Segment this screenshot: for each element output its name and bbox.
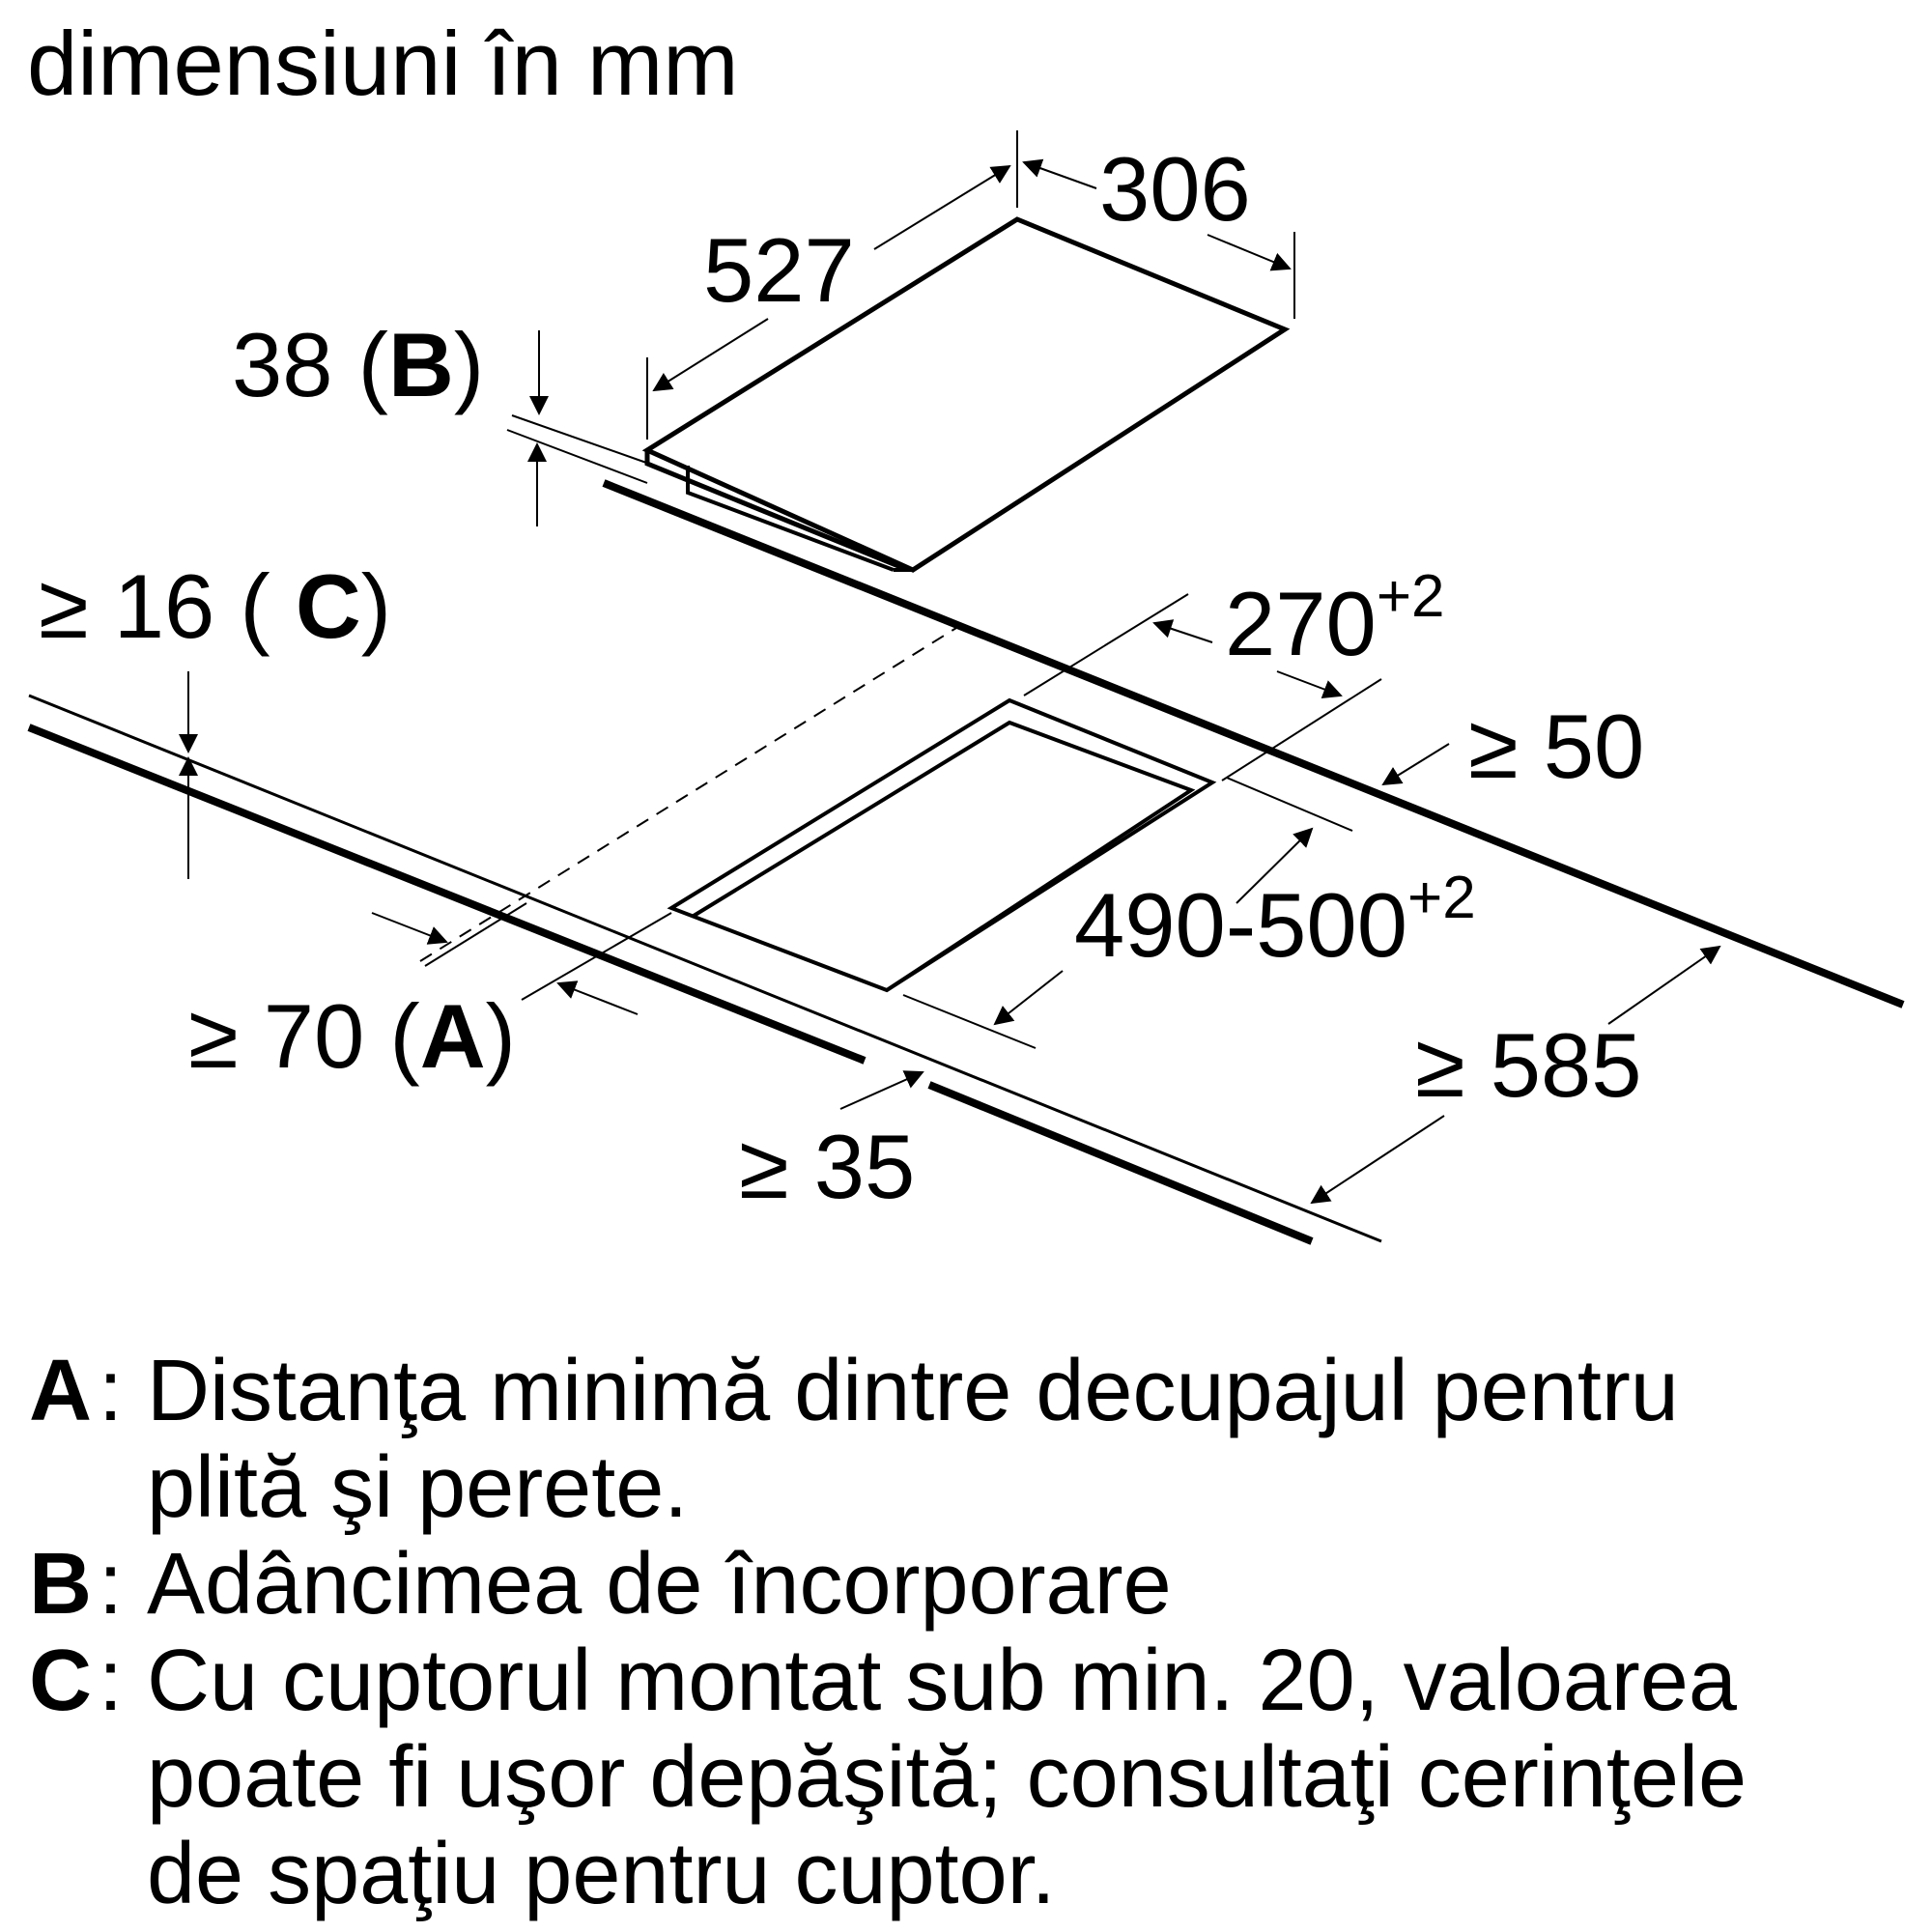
legend-separator: : — [99, 1633, 124, 1729]
legend-text: Cu cuptorul montat sub min. 20, valoarea poate fi uşor depăşită; consultaţi cerinţele de spaţiu pentru cuptor. — [147, 1633, 1747, 1922]
legend-key: A — [29, 1343, 92, 1439]
legend — [29, 1343, 1913, 1922]
dim-270-label: $270^{+2}$ — [1225, 563, 1445, 674]
legend-item-b — [29, 1536, 1913, 1633]
dim-50-label: ≥ 50 — [1468, 696, 1645, 797]
legend-separator: : — [99, 1343, 124, 1439]
dim-35-arrow — [840, 1072, 923, 1109]
dim-35-label: ≥ 35 — [739, 1116, 916, 1217]
dim-38-label: 38 (B) — [232, 314, 485, 415]
dim-70-label: ≥ 70 (A) — [188, 985, 516, 1087]
dim-50-arrow — [1383, 744, 1449, 784]
legend-key: C — [29, 1633, 92, 1729]
dim-16-label: ≥ 16 ( C) — [39, 555, 392, 657]
dim-38 — [507, 330, 649, 526]
legend-separator: : — [99, 1536, 124, 1633]
diagram-title: dimensiuni în mm — [27, 13, 739, 114]
legend-key: B — [29, 1536, 92, 1633]
dim-490-label: $490-500^{+2}$ — [1074, 865, 1476, 976]
dim-585-label: ≥ 585 — [1415, 1014, 1642, 1116]
legend-text: Adâncimea de încorporare — [147, 1536, 1172, 1633]
dim-527-label: 527 — [703, 219, 855, 321]
legend-text: Distanţa minimă dintre decupajul pentru plită şi perete. — [147, 1343, 1679, 1536]
dim-306-label: 306 — [1099, 138, 1251, 240]
legend-item-a — [29, 1343, 1913, 1536]
legend-item-c — [29, 1633, 1913, 1922]
wall-reference-dashed — [420, 628, 956, 961]
